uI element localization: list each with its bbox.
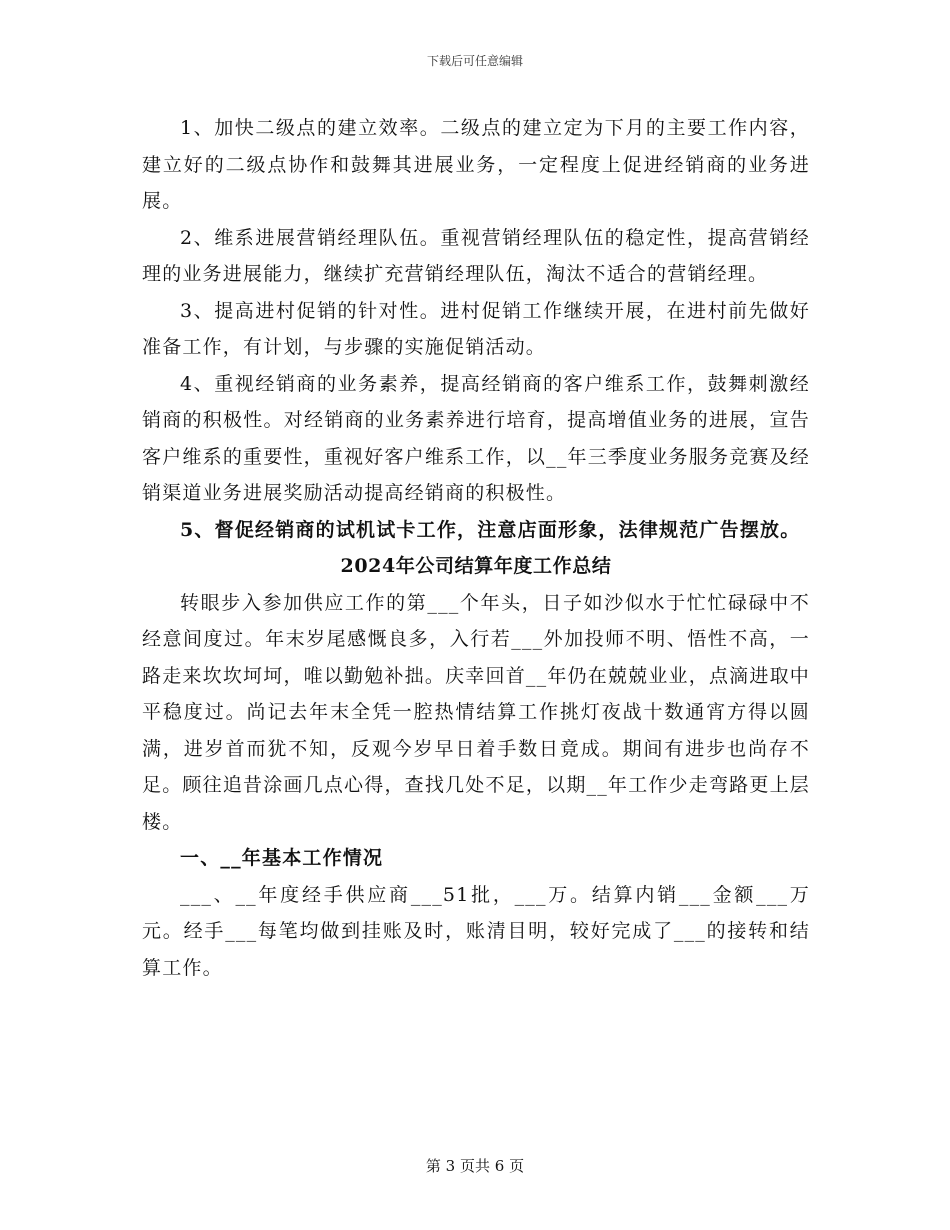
paragraph-3: 3、提高进村促销的针对性。进村促销工作继续开展，在进村前先做好准备工作，有计划，与步骤的实施促销活动。	[142, 299, 810, 358]
document-title: 2024年公司结算年度工作总结	[340, 555, 612, 577]
paragraph-2: 2、维系进展营销经理队伍。重视营销经理队伍的稳定性，提高营销经理的业务进展能力，继续扩充营销经理队伍，淘汰不适合的营销经理。	[142, 226, 810, 285]
intro-paragraph: 转眼步入参加供应工作的第___个年头，日子如沙似水于忙忙碌碌中不经意间度过。年末岁尾感慨良多，入行若___外加投师不明、悟性不高，一路走来坎坎坷坷，唯以勤勉补拙。庆幸回首__年仍在兢兢业业，点滴进取中平稳度过。尚记去年末全凭一腔热情结算工作挑灯夜战十数通宵方得以圆满，进岁首而犹不知，反观今岁早日着手数日竟成。期间有进步也尚存不足。顾往追昔涂画几点心得，查找几处不足，以期__年工作少走弯路更上层楼。	[142, 591, 810, 833]
paragraph-1: 1、加快二级点的建立效率。二级点的建立定为下月的主要工作内容，建立好的二级点协作和鼓舞其进展业务，一定程度上促进经销商的业务进展。	[142, 117, 810, 212]
section-1-paragraph: ___、__年度经手供应商___51批，___万。结算内销___金额___万元。经手___每笔均做到挂账及时，账清目明，较好完成了___的接转和结算工作。	[142, 883, 810, 979]
paragraph-5: 5、督促经销商的试机试卡工作，注意店面形象，法律规范广告摆放。	[180, 518, 801, 541]
document-body	[142, 110, 810, 986]
section-heading-1: 一、__年基本工作情况	[180, 847, 384, 869]
page-footer: 第 3 页共 6 页	[425, 1157, 525, 1175]
page-header: 下载后可任意编辑	[426, 54, 523, 68]
paragraph-4: 4、重视经销商的业务素养，提高经销商的客户维系工作，鼓舞刺激经销商的积极性。对经销商的业务素养进行培育，提高增值业务的进展，宣告客户维系的重要性，重视好客户维系工作，以__年三季度业务服务竞赛及经销渠道业务进展奖励活动提高经销商的积极性。	[142, 372, 810, 504]
